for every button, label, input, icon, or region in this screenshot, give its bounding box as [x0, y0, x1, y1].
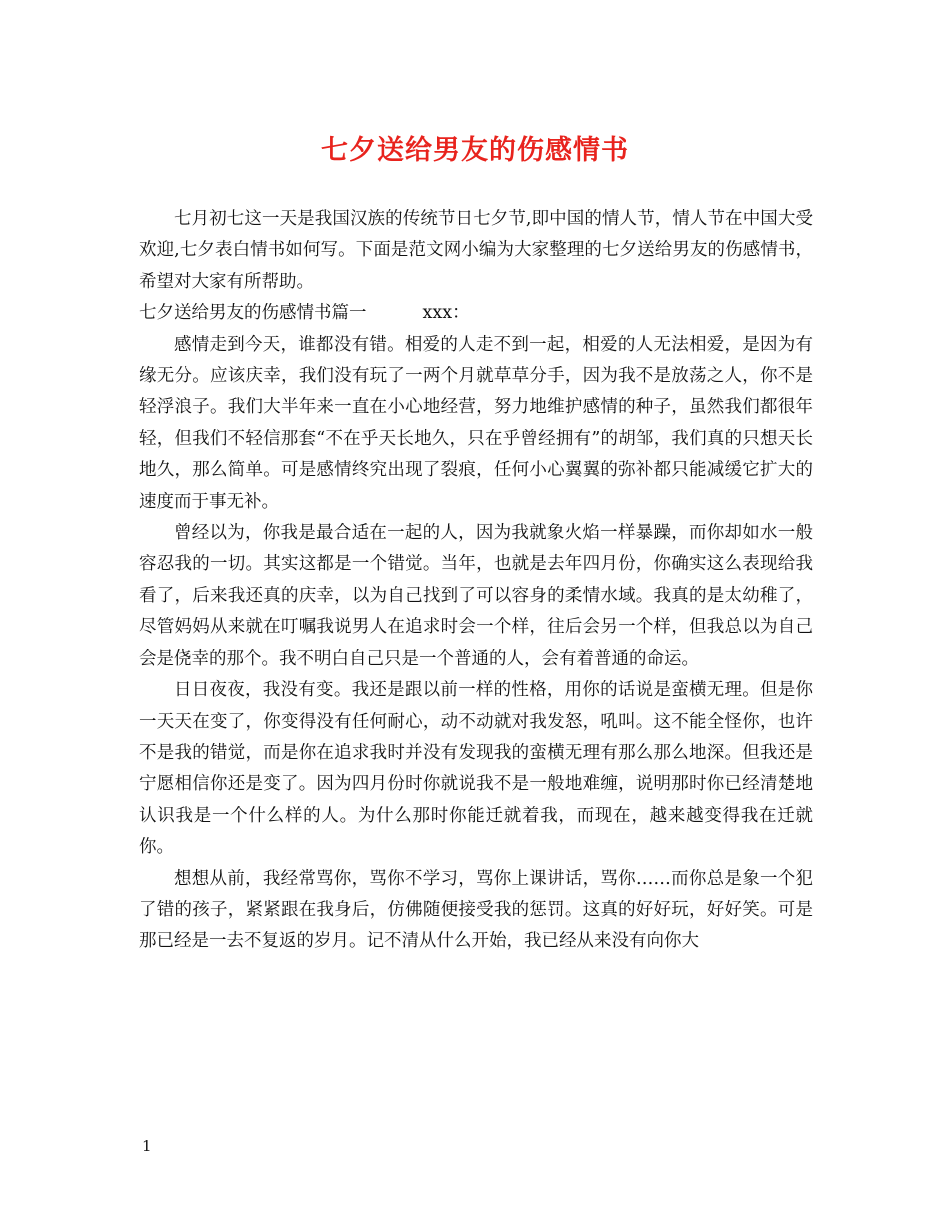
intro-paragraph: 七月初七这一天是我国汉族的传统节日七夕节,即中国的情人节，情人节在中国大受欢迎,七夕表白情书如何写。下面是范文网小编为大家整理的七夕送给男友的伤感情书，希望对大家有所帮助。	[139, 209, 813, 292]
section-heading-line	[139, 298, 813, 329]
section-heading: 七夕送给男友的伤感情书篇一	[139, 303, 367, 324]
document-title: 七夕送给男友的伤感情书	[321, 135, 629, 166]
page-number: 1	[142, 1137, 152, 1155]
body-paragraph: 感情走到今天，谁都没有错。相爱的人走不到一起，相爱的人无法相爱，是因为有缘无分。应该庆幸，我们没有玩了一两个月就草草分手，因为我不是放荡之人，你不是轻浮浪子。我们大半年来一直在小心地经营，努力地维护感情的种子，虽然我们都很年轻，但我们不轻信那套“不在乎天长地久，只在乎曾经拥有”的胡邹，我们真的只想天长地久，那么简单。可是感情终究出现了裂痕，任何小心翼翼的弥补都只能减缓它扩大的速度而于事无补。	[139, 334, 813, 512]
body-paragraph: 想想从前，我经常骂你，骂你不学习，骂你上课讲话，骂你……而你总是象一个犯了错的孩子，紧紧跟在我身后，仿佛随便接受我的惩罚。这真的好好玩，好好笑。可是那已经是一去不复返的岁月。记不清从什么开始，我已经从来没有向你大	[139, 868, 813, 952]
body-paragraph: 日日夜夜，我没有变。我还是跟以前一样的性格，用你的话说是蛮横无理。但是你一天天在变了，你变得没有任何耐心，动不动就对我发怒，吼叫。这不能全怪你，也许不是我的错觉，而是你在追求我时并没有发现我的蛮横无理有那么那么地深。但我还是宁愿相信你还是变了。因为四月份时你就说我不是一般地难缠，说明那时你已经清楚地认识我是一个什么样的人。为什么那时你能迁就着我，而现在，越来越变得我在迁就你。	[139, 680, 813, 858]
body-paragraph: 曾经以为，你我是最合适在一起的人，因为我就象火焰一样暴躁，而你却如水一般容忍我的一切。其实这都是一个错觉。当年，也就是去年四月份，你确实这么表现给我看了，后来我还真的庆幸，以为自己找到了可以容身的柔情水域。我真的是太幼稚了，尽管妈妈从来就在叮嘱我说男人在追求时会一个样，往后会另一个样，但我总以为自己会是侥幸的那个。我不明白自己只是一个普通的人，会有着普通的命运。	[139, 523, 813, 669]
salutation: xxx：	[422, 303, 470, 324]
document-body	[139, 204, 813, 958]
